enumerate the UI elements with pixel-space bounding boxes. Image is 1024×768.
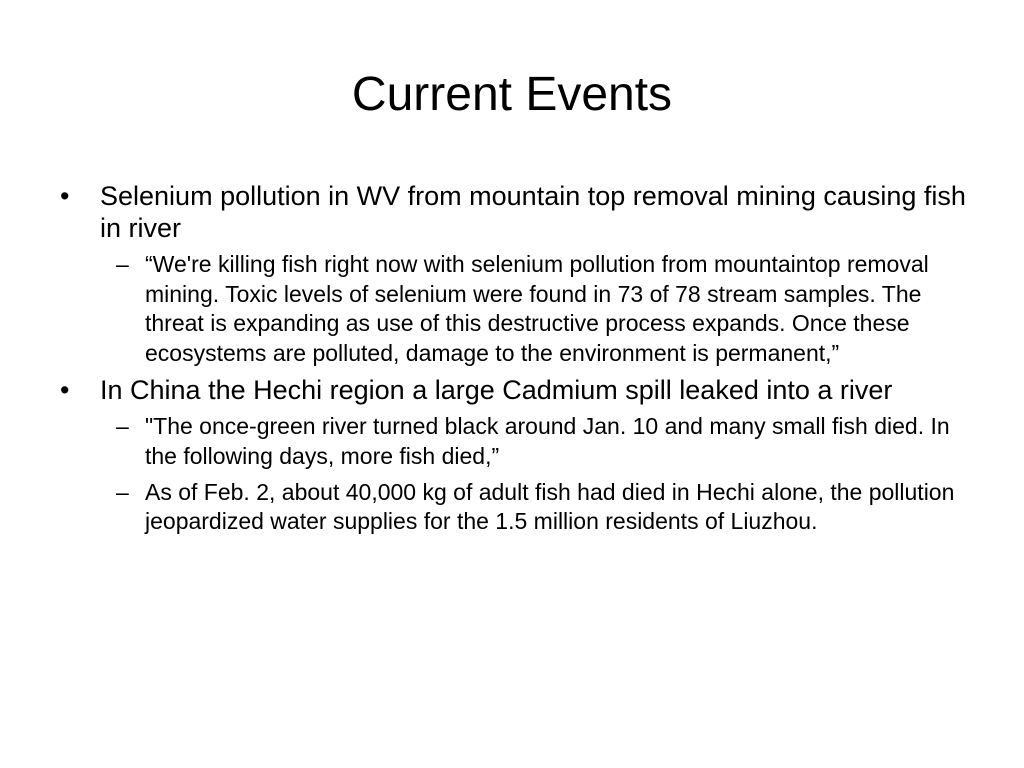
sub-bullet-text: “We're killing fish right now with selenium pollution from mountaintop removal mining. Toxic levels of selenium were found in 73 of 78 stream samples. The threat is expanding as use of this destructive process expands. Once these ecosystems are polluted, damage to the environment is permanent,” <box>145 251 929 366</box>
bullet-icon: • <box>60 181 70 211</box>
sub-bullet-item-river-quote <box>100 412 970 471</box>
bullet-text: Selenium pollution in WV from mountain top removal mining causing fish in river <box>100 181 966 243</box>
sub-bullet-list <box>100 412 970 536</box>
dash-icon: – <box>116 478 129 505</box>
dash-icon: – <box>116 413 129 440</box>
sub-bullet-item-selenium-quote <box>100 250 970 368</box>
sub-bullet-text: "The once-green river turned black around Jan. 10 and many small fish died. In the following days, more fish died,” <box>145 413 950 469</box>
bullet-item-selenium <box>60 180 970 368</box>
slide-title: Current Events <box>351 68 673 121</box>
bullet-item-cadmium <box>60 374 970 536</box>
sub-bullet-text: As of Feb. 2, about 40,000 kg of adult fish had died in Hechi alone, the pollution jeopardized water supplies for the 1.5 million residents of Liuzhou. <box>145 478 955 535</box>
dash-icon: – <box>116 251 129 277</box>
slide-body <box>60 180 970 543</box>
sub-bullet-list <box>100 250 970 368</box>
bullet-text: In China the Hechi region a large Cadmium spill leaked into a river <box>100 375 893 406</box>
bullet-icon: • <box>60 375 70 406</box>
sub-bullet-item-fish-deaths <box>100 478 970 537</box>
bullet-list <box>60 180 970 537</box>
